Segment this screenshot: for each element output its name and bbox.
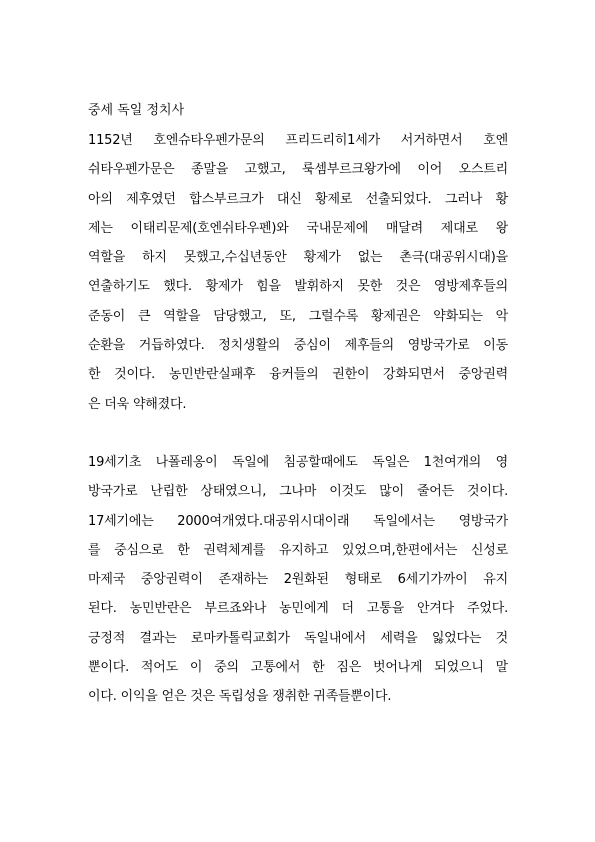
text-line: 한 것이다. 농민반란실패후 융커들의 권한이 강화되면서 중앙권력 [88, 367, 508, 383]
text-line: 준동이 큰 역할을 담당했고, 또, 그럴수록 황제권은 약화되는 악 [88, 308, 508, 324]
paragraph-gap [88, 419, 508, 448]
text-line: 19세기초 나폴레옹이 독일에 침공할때에도 독일은 1천여개의 영 [88, 454, 508, 470]
text-line: 제는 이태리문제(호엔쉬타우펜)와 국내문제에 매달려 제대로 왕 [88, 220, 508, 236]
text-line: 연출하기도 했다. 황제가 힘을 발휘하지 못한 것은 영방제후들의 [88, 279, 508, 295]
text-line: 1152년 호엔슈타우펜가문의 프리드리히1세가 서거하면서 호엔 [88, 133, 508, 148]
document-title: 중세 독일 정치사 [88, 103, 185, 118]
document-page [88, 96, 508, 712]
paragraph-1 [88, 126, 508, 419]
text-line: 쉬타우펜가문은 종말을 고했고, 룩셈부르크왕가에 이어 오스트리 [88, 162, 508, 178]
text-line: 긍정적 결과는 로마카톨릭교회가 독일내에서 세력을 잃었다는 것 [88, 630, 508, 646]
text-line: 역할을 하지 못했고,수십년동안 황제가 없는 촌극(대공위시대)을 [88, 250, 508, 266]
text-line: 마제국 중앙권력이 존재하는 2원화된 형태로 6세기가까이 유지 [88, 572, 508, 588]
text-line: 이다. 이익을 얻은 것은 독립성을 쟁취한 귀족들뿐이다. [88, 689, 392, 705]
text-line: 순환을 거듭하였다. 정치생활의 중심이 제후들의 영방국가로 이동 [88, 338, 508, 354]
text-line: 된다. 농민반란은 부르죠와나 농민에게 더 고통을 안겨다 주었다. [88, 601, 508, 617]
paragraph-2 [88, 448, 508, 712]
text-line: 를 중심으로 한 권력체계를 유지하고 있었으며,한편에서는 신성로 [88, 542, 508, 558]
text-line: 뿐이다. 적어도 이 중의 고통에서 한 짐은 벗어나게 되었으니 말 [88, 660, 508, 676]
text-line: 17세기에는 2000여개였다.대공위시대이래 독일에서는 영방국가 [88, 513, 508, 529]
text-line: 아의 제후였던 합스부르크가 대신 황제로 선출되었다. 그러나 황 [88, 191, 508, 207]
text-line: 은 더욱 약해졌다. [88, 396, 187, 412]
text-line: 방국가로 난립한 상태였으니, 그나마 이것도 많이 줄어든 것이다. [88, 484, 508, 500]
